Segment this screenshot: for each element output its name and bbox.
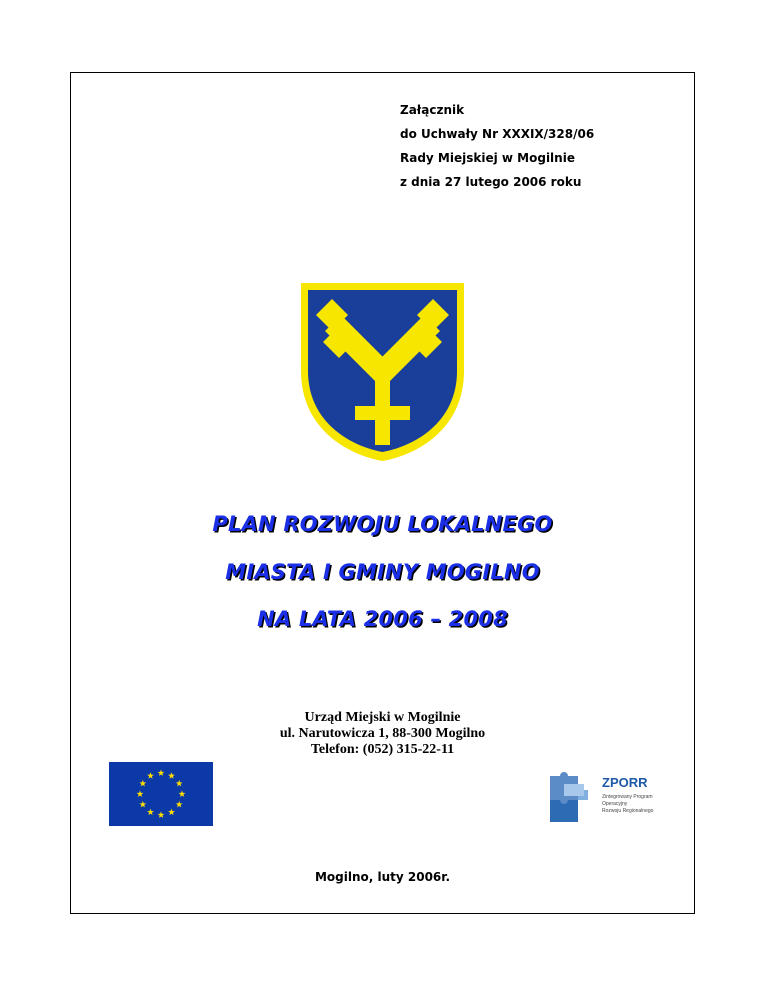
- place-date: Mogilno, luty 2006r.: [314, 870, 451, 884]
- annex-line-3: Rady Miejskiej w Mogilnie: [400, 151, 575, 165]
- annex-line-4: z dnia 27 lutego 2006 roku: [400, 175, 582, 189]
- title-line-1: PLAN ROZWOJU LOKALNEGO: [212, 512, 553, 536]
- zporr-subtitle-2: Operacyjny: [602, 801, 628, 807]
- address-street: ul. Narutowicza 1, 88-300 Mogilno: [279, 726, 486, 741]
- title-line-2: MIASTA I GMINY MOGILNO: [225, 560, 540, 584]
- zporr-subtitle-1: Zintegrowany Program: [602, 794, 653, 800]
- coat-of-arms-icon: [297, 279, 468, 465]
- zporr-name: ZPORR: [602, 775, 648, 790]
- address-office: Urząd Miejski w Mogilnie: [304, 710, 461, 725]
- annex-line-2: do Uchwały Nr XXXIX/328/06: [400, 127, 595, 141]
- annex-line-1: Załącznik: [400, 103, 465, 117]
- title-line-3: NA LATA 2006 – 2008: [257, 607, 508, 631]
- address-phone: Telefon: (052) 315-22-11: [310, 742, 455, 757]
- zporr-subtitle-3: Rozwoju Regionalnego: [602, 808, 654, 814]
- eu-flag-icon: [109, 762, 213, 826]
- annex-header: [400, 98, 594, 194]
- zporr-puzzle-logo-icon: [546, 770, 666, 828]
